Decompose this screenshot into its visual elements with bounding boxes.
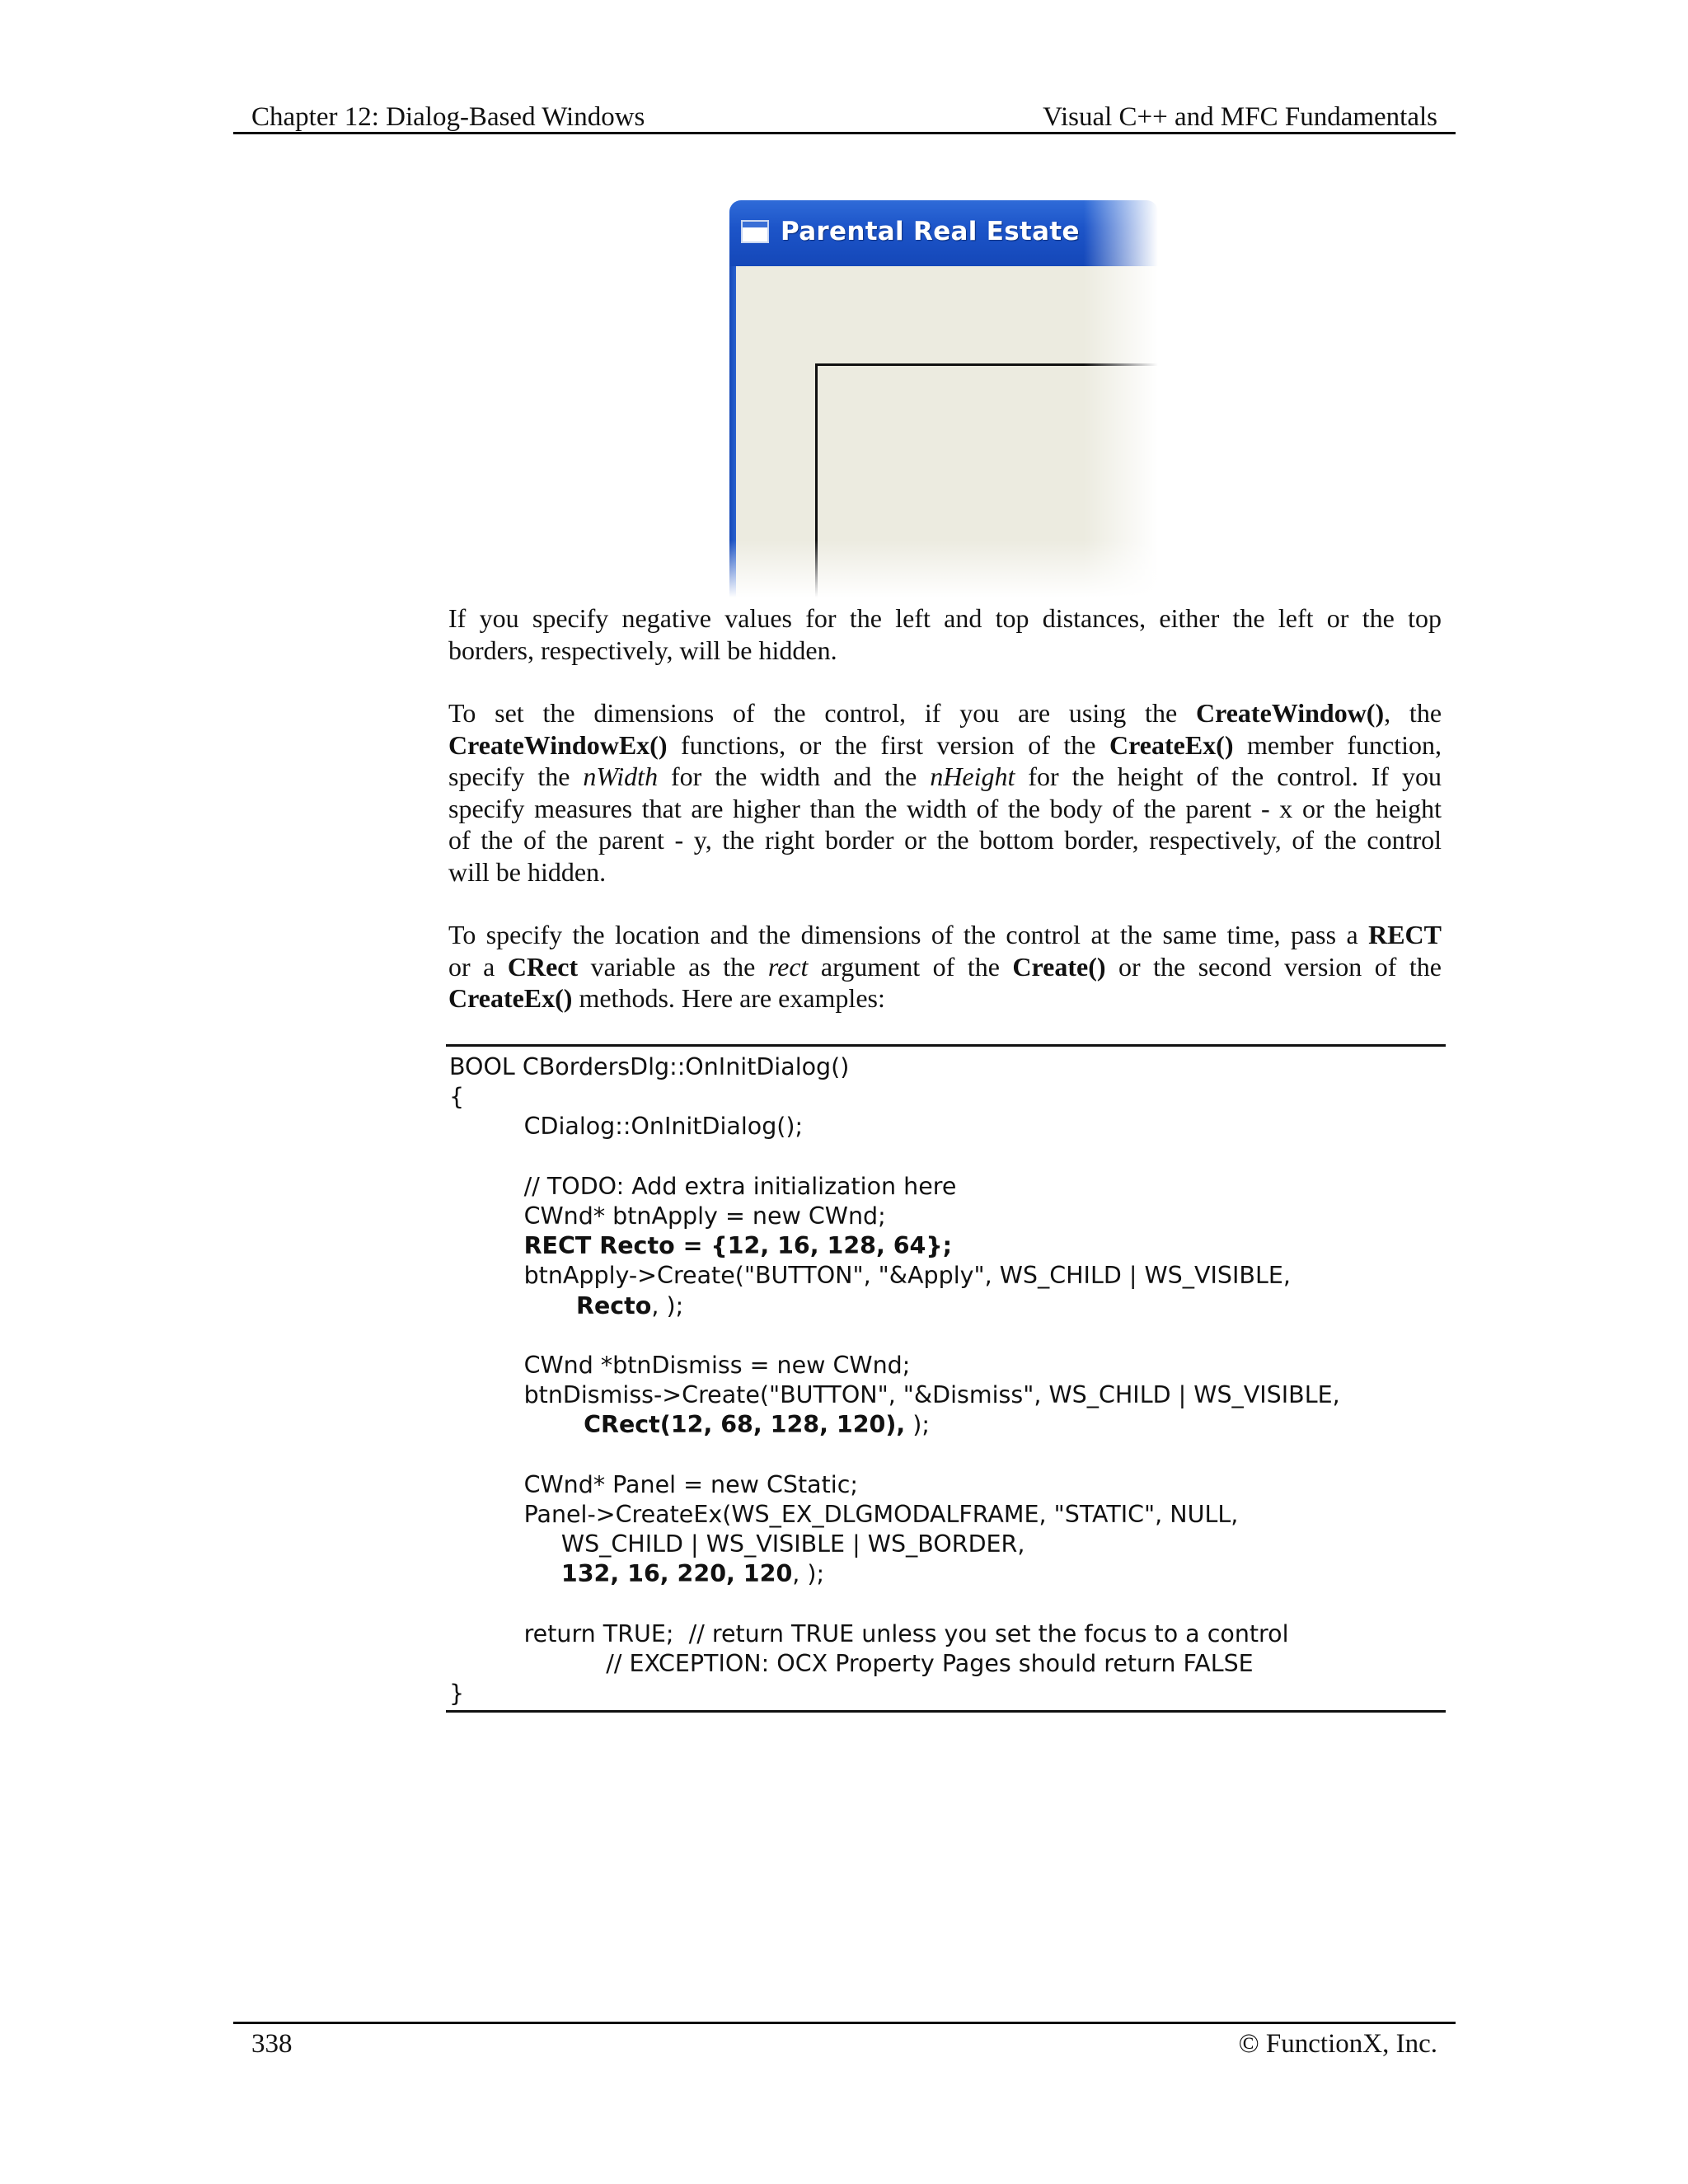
parameter-term: nWidth (583, 762, 659, 791)
text-run: To specify the location and the dimensions of the control at the same time, pass a (448, 920, 1369, 949)
code-term: CreateEx() (448, 983, 573, 1013)
text-line (448, 982, 1442, 1015)
code-line: CDialog::OnInitDialog(); (449, 1113, 804, 1141)
code-line: } (449, 1679, 465, 1707)
paragraph-rect-argument (448, 919, 1442, 1015)
running-footer (233, 2027, 1456, 2060)
code-line: return TRUE; // return TRUE unless you set the focus to a control (449, 1619, 1289, 1647)
code-line (449, 1231, 1442, 1261)
code-bold: CRect(12, 68, 128, 120), (584, 1411, 906, 1439)
code-line: CWnd *btnDismiss = new CWnd; (449, 1351, 911, 1379)
code-line: BOOL CBordersDlg::OnInitDialog() (449, 1053, 850, 1080)
text-line: If you specify negative values for the left and top distances, either the left or the top (448, 603, 1442, 633)
text-run: for the height of the control. If you (1015, 762, 1442, 791)
page-number: 338 (251, 2029, 293, 2059)
fade-edge-bottom (729, 540, 1158, 598)
text-run: functions, or the first version of the (667, 729, 1110, 760)
text-run: To set the dimensions of the control, if you are using the (448, 698, 1178, 728)
code-line: btnApply->Create("BUTTON", "&Apply", WS_CHILD | WS_VISIBLE, (449, 1262, 1291, 1290)
paragraph-negative-values (448, 602, 1442, 666)
text-run: , the (1384, 698, 1442, 728)
code-line (449, 1440, 1442, 1469)
code-term: Create() (1012, 951, 1106, 982)
book-title: Visual C++ and MFC Fundamentals (1043, 102, 1437, 132)
header-rule (233, 132, 1456, 134)
code-line: btnDismiss->Create("BUTTON", "&Dismiss", WS_CHILD | WS_VISIBLE, (449, 1381, 1340, 1409)
code-rule-bottom (446, 1710, 1446, 1713)
code-line: // EXCEPTION: OCX Property Pages should return FALSE (449, 1649, 1254, 1677)
text-line: of the of the parent - y, the right border or the bottom border, respectively, of the control (448, 825, 1442, 855)
text-line (448, 697, 1442, 729)
text-run: argument of the (808, 951, 1013, 982)
code-line: WS_CHILD | WS_VISIBLE | WS_BORDER, (449, 1530, 1025, 1558)
code-line: Panel->CreateEx(WS_EX_DLGMODALFRAME, "STATIC", NULL, (449, 1500, 1239, 1528)
code-line: 132, 16, 220, 120, ); (560, 1560, 825, 1588)
code-bold: Recto (576, 1291, 652, 1319)
code-line (449, 1142, 1442, 1172)
text-line: will be hidden. (448, 856, 607, 887)
code-bold: 132, 16, 220, 120 (560, 1560, 793, 1588)
code-term: CreateWindowEx() (448, 729, 668, 760)
chapter-title: Chapter 12: Dialog-Based Windows (251, 102, 645, 132)
code-line: Recto, ); (576, 1291, 684, 1319)
running-header (233, 101, 1456, 134)
code-term: CreateEx() (1109, 729, 1234, 760)
text-run: member function, (1233, 729, 1442, 760)
text-line: borders, respectively, will be hidden. (448, 635, 837, 665)
code-line (449, 1321, 1442, 1351)
text-run: variable as the (578, 951, 768, 982)
code-line: CRect(12, 68, 128, 120), ); (584, 1411, 930, 1439)
parameter-term: rect (767, 951, 809, 982)
text-run: specify the (448, 762, 584, 791)
text-line (448, 729, 1442, 762)
code-line: { (449, 1083, 465, 1111)
paragraph-dimensions (448, 697, 1442, 888)
parameter-term: nHeight (930, 762, 1015, 791)
code-line: CWnd* btnApply = new CWnd; (449, 1202, 886, 1230)
text-run: or a (448, 951, 508, 982)
fade-edge-right (1084, 200, 1158, 598)
text-line: specify measures that are higher than the width of the body of the parent - x or the height (448, 793, 1442, 823)
code-term: CreateWindow() (1195, 698, 1385, 728)
window-screenshot (729, 200, 1158, 598)
code-line: // TODO: Add extra initialization here (449, 1172, 957, 1200)
text-line (448, 951, 1442, 983)
footer-rule (233, 2022, 1456, 2024)
code-listing (449, 1052, 1442, 1708)
text-run: or the second version of the (1105, 951, 1442, 982)
code-bold: RECT Recto = {12, 16, 128, 64}; (523, 1232, 953, 1260)
copyright: © FunctionX, Inc. (1238, 2029, 1437, 2059)
code-line: CWnd* Panel = new CStatic; (449, 1470, 858, 1498)
code-term: RECT (1368, 920, 1442, 949)
text-run: for the width and the (658, 762, 931, 791)
code-term: CRect (507, 951, 579, 982)
window-icon (741, 220, 769, 243)
code-line (449, 1589, 1442, 1619)
window-title: Parental Real Estate (781, 217, 1080, 246)
code-rule-top (446, 1044, 1446, 1047)
text-run: methods. Here are examples: (572, 983, 885, 1013)
text-line (448, 761, 1442, 793)
text-line (448, 919, 1442, 951)
